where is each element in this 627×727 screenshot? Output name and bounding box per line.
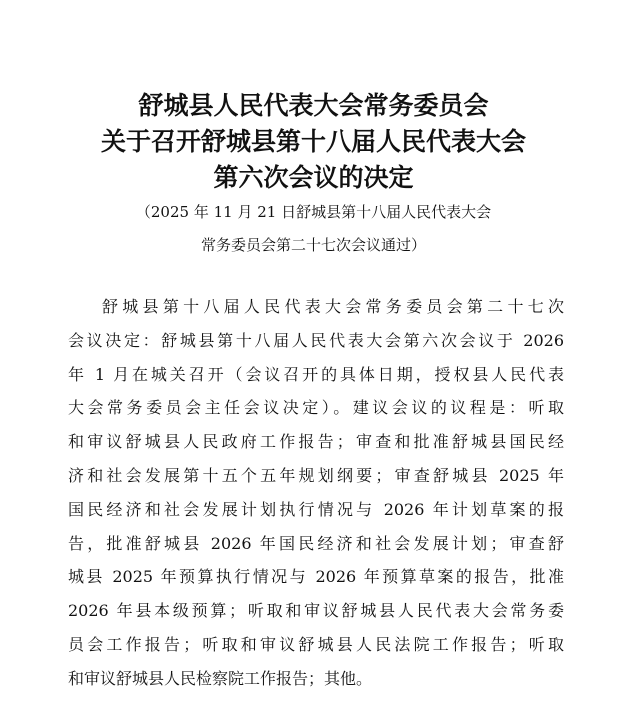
body-line-7: 国民经济和社会发展计划执行情况与 2026 年计划草案的报 xyxy=(68,499,564,519)
body-line-3: 年 1 月在城关召开（会议召开的具体日期，授权县人民代表 xyxy=(68,364,564,384)
adoption-note-line-2: 常务委员会第二十七次会议通过） xyxy=(200,236,426,254)
body-line-6: 济和社会发展第十五个五年规划纲要；审查舒城县 2025 年 xyxy=(68,465,564,485)
body-line-2: 会议决定：舒城县第十八届人民代表大会第六次会议于 2026 xyxy=(68,330,564,350)
body-line-4: 大会常务委员会主任会议决定）。建议会议的议程是：听取 xyxy=(68,398,564,418)
title-line-1: 舒城县人民代表大会常务委员会 xyxy=(138,91,489,120)
decision-body xyxy=(68,290,564,696)
body-line-10: 2026 年县本级预算；听取和审议舒城县人民代表大会常务委 xyxy=(68,601,564,621)
body-line-9: 城县 2025 年预算执行情况与 2026 年预算草案的报告，批准 xyxy=(68,567,564,587)
body-line-8: 告，批准舒城县 2026 年国民经济和社会发展计划；审查舒 xyxy=(68,533,564,553)
document-title xyxy=(0,88,627,196)
body-line-12: 和审议舒城县人民检察院工作报告；其他。 xyxy=(68,668,373,688)
adoption-note xyxy=(0,196,627,262)
body-line-11: 员会工作报告；听取和审议舒城县人民法院工作报告；听取 xyxy=(68,634,564,654)
body-line-1: 舒城县第十八届人民代表大会常务委员会第二十七次 xyxy=(102,297,564,316)
body-line-5: 和审议舒城县人民政府工作报告；审查和批准舒城县国民经 xyxy=(68,432,564,452)
adoption-note-line-1: （2025 年 11 月 21 日舒城县第十八届人民代表大会 xyxy=(135,203,492,221)
title-line-2: 关于召开舒城县第十八届人民代表大会 xyxy=(100,127,526,156)
title-line-3: 第六次会议的决定 xyxy=(213,163,414,192)
